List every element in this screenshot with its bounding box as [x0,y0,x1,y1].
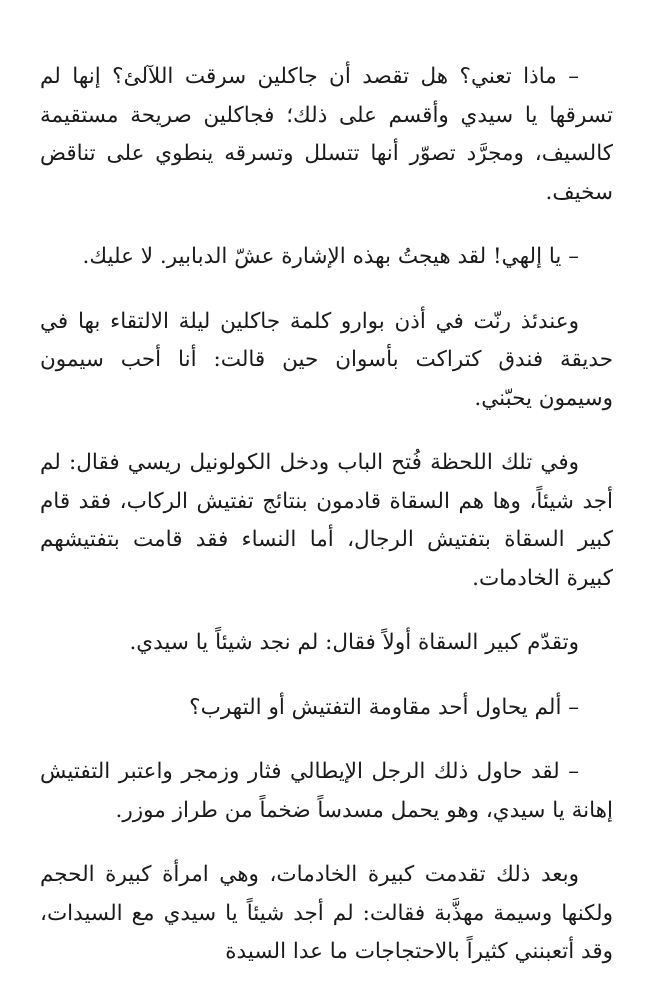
paragraph-1: – ماذا تعني؟ هل تقصد أن جاكلين سرقت اللآلئ؟ إنها لم تسرقها يا سيدي وأقسم على ذلك؛ فجاكلين صريحة مستقيمة كالسيف، ومجرَّد تصوّر أنها تتسلل وتسرقه ينطوي على تناقض سخيف. [40,64,613,205]
paragraph-8: وبعد ذلك تقدمت كبيرة الخادمات، وهي امرأة كبيرة الحجم ولكنها وسيمة مهذَّبة فقالت: لم أجد شيئاً يا سيدي مع السيدات، وقد أتعبنني كثيراً بالاحتجاجات ما عدا السيدة [40,862,613,964]
paragraph-4: وفي تلك اللحظة فُتح الباب ودخل الكولونيل ريسي فقال: لم أجد شيئاً، وها هم السقاة قادمون بنتائج تفتيش الركاب، فقد قام كبير السقاة بتفتيش الرجال، أما النساء فقد قامت بتفتيشهم كبيرة الخادمات. [40,450,613,591]
paragraph-6: – ألم يحاول أحد مقاومة التفتيش أو التهرب؟ [189,694,579,720]
paragraph-7: – لقد حاول ذلك الرجل الإيطالي فثار وزمجر واعتبر التفتيش إهانة يا سيدي، وهو يحمل مسدساً ضخماً من طراز موزر. [40,759,613,823]
paragraph-5: وتقدّم كبير السقاة أولاً فقال: لم نجد شيئاً يا سيدي. [129,630,579,655]
paragraph-2: – يا إلهي! لقد هيجتُ بهذه الإشارة عشّ الدبابير. لا عليك. [82,244,579,269]
paragraph-3: وعندئذ رنّت في أذن بوارو كلمة جاكلين ليلة الالتقاء بها في حديقة فندق كتراكت بأسوان حين قالت: أنا أحب سيمون وسيمون يحبّني. [40,308,613,411]
